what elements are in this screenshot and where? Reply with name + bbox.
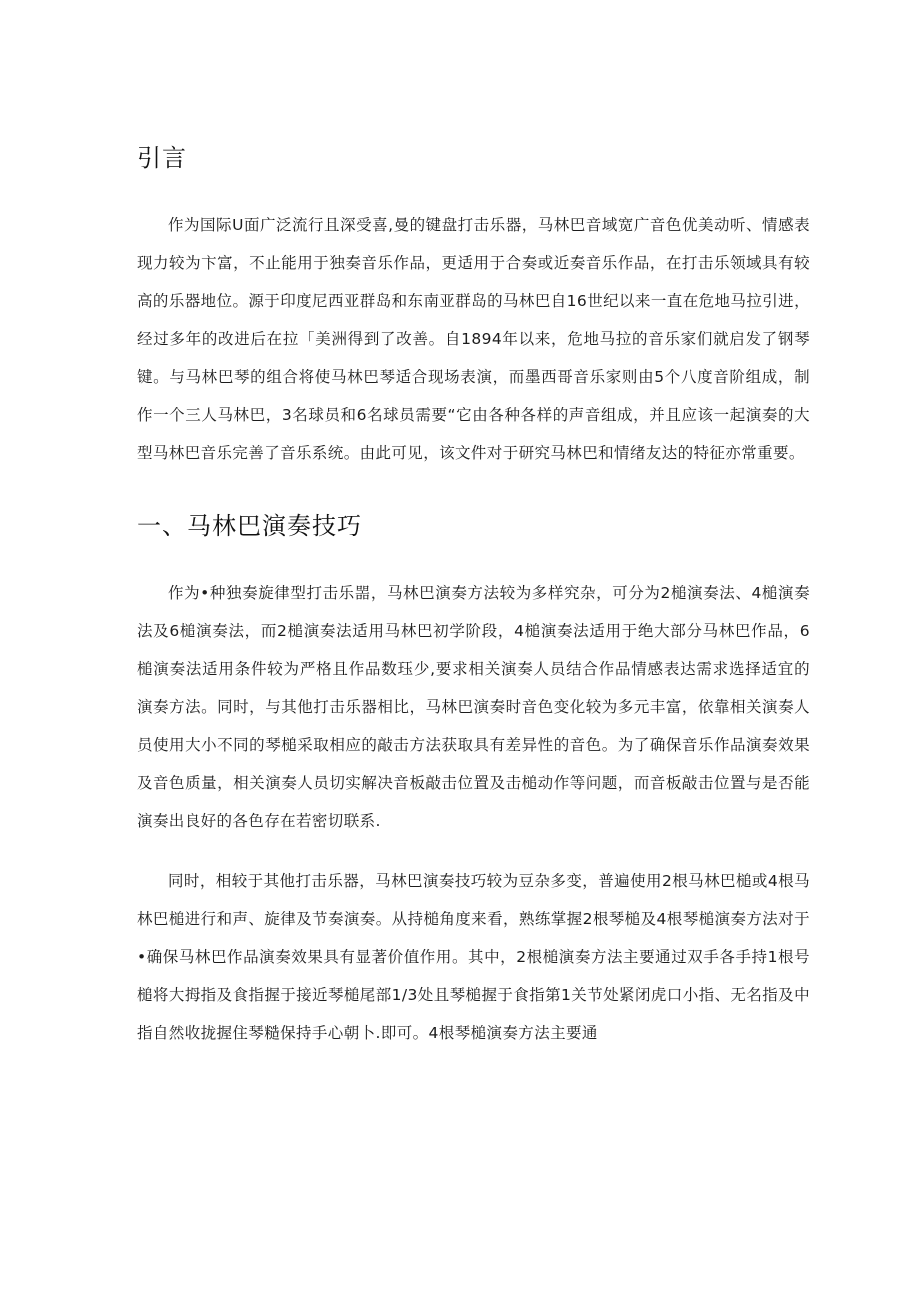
section-heading-marimba-technique: 一、马林巴演奏技巧 — [137, 512, 362, 540]
intro-paragraph: 作为国际U面广泛流行且深受喜,曼的键盘打击乐器，马林巴音域宽广音色优美动听、情感表现力较为卞富，不止能用于独奏音乐作品，更适用于合奏或近奏音乐作品，在打击乐领域具有较高的乐器地位。源于印度尼西亚群岛和东南亚群岛的马林巴自16世纪以来一直在危地马拉引进，经过多年的改进后在拉「美洲得到了改善。自1894年以来，危地马拉的音乐家们就启发了钢琴键。与马林巴琴的组合将使马林巴琴适合现场表演，而墨西哥音乐家则由5个八度音阶组成，制作一个三人马林巴，3名球员和6名球员需要“它由各种各样的声音组成，并且应该一起演奏的大型马林巴音乐完善了音乐系统。由此可见，该文件对于研究马林巴和情绪友达的特征亦常重要。 — [137, 216, 810, 462]
section-heading-intro: 引言 — [137, 144, 187, 172]
technique-paragraph-1: 作为•种独奏旋律型打击乐噐，马林巴演奏方法较为多样究杂，可分为2槌演奏法、4槌演奏法及6槌演奏法，而2槌演奏法适用马林巴初学阶段，4槌演奏法适用于绝大部分马林巴作品，6槌演奏法适用条件较为严格且作品数珏少,要求相关演奏人员结合作品情感表达需求选择适宜的演奏方法。同时，与其他打击乐器相比，马林巴演奏时音色变化较为多元丰富，依靠相关演奏人员使用大小不同的琴槌采取相应的敲击方法获取具有差异性的音色。为了确保音乐作品演奏效果及音色质量，相关演奏人员切实解决音板敲击位置及击槌动作等问题，而音板敲击位置与是否能演奏出良好的各色存在若密切联系. — [137, 584, 810, 830]
technique-paragraph-2: 同时，相较于其他打击乐器，马林巴演奏技巧较为豆杂多变，普遍使用2根马林巴槌或4根马林巴槌进行和声、旋律及节奏演奏。从持槌角度来看，熟练掌握2根琴槌及4根琴槌演奏方法对于•确保马林巴作品演奏效果具有显著价值作用。其中，2根槌演奏方法主要通过双手各手持1根号槌将大拇指及食指握于接近琴槌尾部1/3处且琴槌握于食指第1关节处紧闭虎口小指、无名指及中指自然收拢握住琴糙保持手心朝卜.即可。4根琴槌演奏方法主要通 — [137, 872, 810, 1042]
